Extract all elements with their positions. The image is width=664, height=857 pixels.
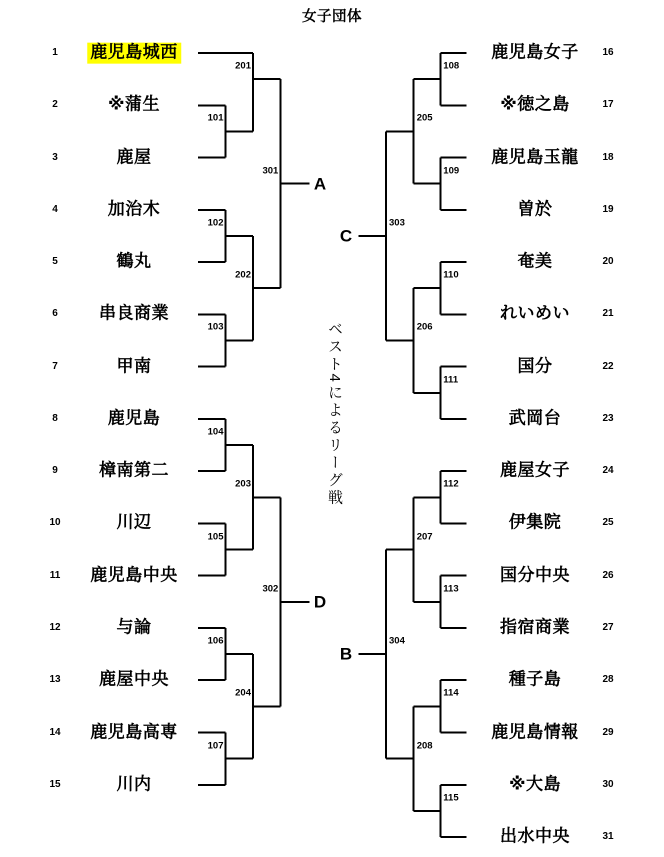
seed-number: 2 [52,99,58,111]
match-number: 112 [443,478,459,490]
team-name: 出水中央 [500,826,570,846]
team-name: 川内 [116,774,152,794]
seed-number: 6 [52,308,58,320]
seed-number: 17 [602,99,614,111]
team-name: 曽於 [517,199,553,219]
team-name: 加治木 [107,199,161,219]
match-number: 301 [262,165,279,177]
page-title: 女子団体 [302,9,362,25]
seed-number: 31 [602,831,614,843]
seed-number: 24 [602,465,614,477]
seed-number: 30 [602,778,614,790]
match-number: 109 [443,165,460,177]
seed-number: 29 [602,726,614,738]
seed-number: 22 [602,360,614,372]
seed-number: 15 [49,778,61,790]
team-name: 武岡台 [508,408,562,428]
match-number: 103 [207,321,224,333]
match-number: 204 [235,687,251,699]
team-name: 指宿商業 [500,617,570,637]
match-number: 201 [235,60,251,72]
seed-number: 1 [52,47,58,58]
team-name: 鹿屋 [116,147,152,167]
match-number: 202 [235,269,251,281]
team-name: 甲南 [116,356,152,376]
team-name: 鹿児島女子 [491,42,579,62]
seed-number: 9 [52,465,58,477]
seed-number: 11 [49,569,61,581]
team-name: 鶴丸 [116,251,152,271]
seed-number: 14 [49,726,61,738]
match-number: 208 [416,740,433,752]
group-letter-C: C [339,226,353,246]
match-number: 203 [235,478,251,490]
seed-number: 27 [602,621,614,633]
match-number: 105 [207,531,224,543]
team-name: 鹿児島 [107,408,161,428]
match-number: 205 [416,112,433,124]
match-number: 104 [207,426,224,438]
seed-number: 13 [49,674,61,686]
match-number: 102 [207,217,224,229]
team-name: 串良商業 [99,304,169,323]
seed-number: 18 [602,151,614,163]
match-number: 113 [443,583,459,595]
match-number: 304 [389,635,405,647]
seed-number: 19 [602,203,614,215]
match-number: 108 [443,60,460,72]
team-name: 鹿児島情報 [491,722,579,742]
team-name: ※蒲生 [107,94,161,114]
match-number: 107 [207,740,224,752]
match-number: 115 [443,792,459,804]
center-note: ベスト4によるリーグ戦 [326,321,343,507]
team-name: 川辺 [116,513,152,533]
team-name: 与論 [116,617,152,637]
team-name: 鹿屋女子 [500,460,570,480]
match-number: 302 [262,583,279,595]
group-letter-D: D [313,592,327,612]
match-number: 101 [207,112,224,124]
seed-number: 10 [49,517,61,529]
team-name: 鹿児島玉龍 [491,147,579,167]
seed-number: 7 [52,360,58,372]
team-name: 種子島 [508,669,562,689]
group-letter-A: A [313,174,327,194]
team-name: れいめい [500,304,570,323]
seed-number: 3 [52,151,58,163]
team-name-highlighted: 鹿児島城西 [87,43,181,64]
match-number: 106 [207,635,224,647]
seed-number: 5 [52,256,58,268]
team-name: 鹿児島中央 [90,565,178,585]
match-number: 110 [443,269,459,281]
match-number: 207 [416,531,433,543]
team-name: 国分 [517,356,553,376]
group-letter-B: B [339,644,353,664]
match-number: 114 [443,687,459,699]
team-name: 鹿児島高専 [90,722,178,742]
seed-number: 25 [602,517,614,529]
team-name: 伊集院 [508,513,562,533]
seed-number: 4 [52,203,58,215]
team-name: 奄美 [517,251,553,271]
team-name: ※徳之島 [500,94,570,114]
team-name: ※大島 [508,774,562,794]
seed-number: 23 [602,412,614,424]
match-number: 303 [389,217,405,229]
seed-number: 12 [49,621,61,633]
team-name: 樟南第二 [99,460,169,480]
seed-number: 20 [602,256,614,268]
match-number: 111 [443,374,459,386]
team-name: 国分中央 [500,565,570,585]
seed-number: 28 [602,674,614,686]
seed-number: 26 [602,569,614,581]
seed-number: 8 [52,412,58,424]
match-number: 206 [416,321,433,333]
seed-number: 21 [602,308,614,320]
team-name: 鹿屋中央 [99,669,169,689]
seed-number: 16 [602,47,614,58]
